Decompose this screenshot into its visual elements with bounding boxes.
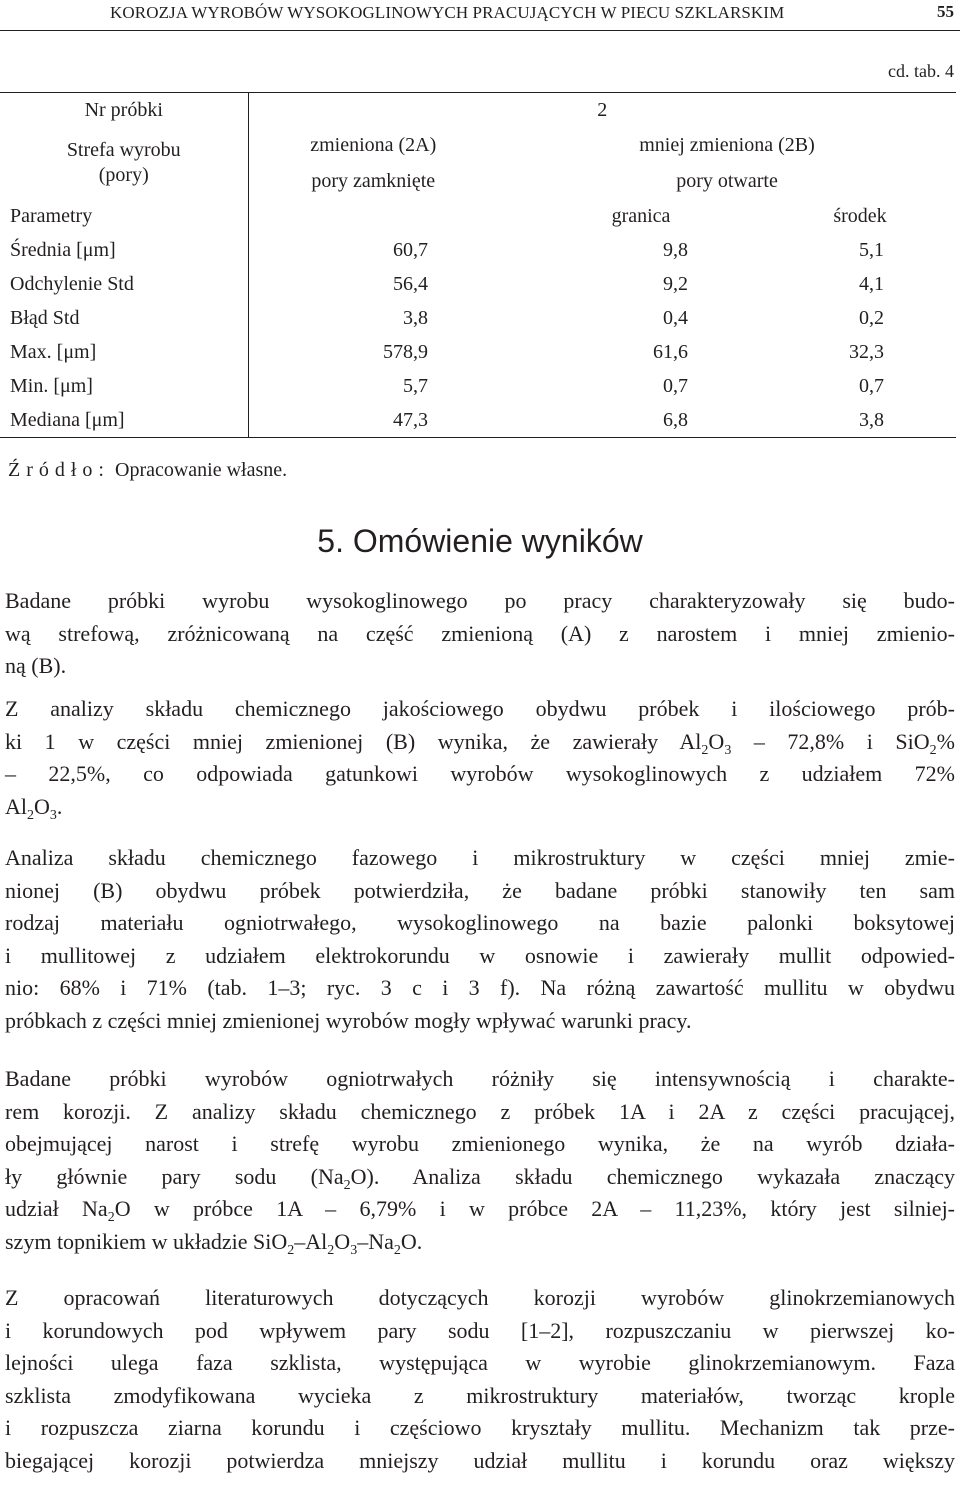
- param-name: Max. [μm]: [0, 335, 248, 369]
- table-row-sample: [0, 93, 956, 128]
- value-2b-boundary: 9,2: [663, 273, 688, 295]
- pores-open: pory otwarte: [676, 170, 778, 192]
- value-2b-boundary: 6,8: [498, 403, 748, 438]
- params-empty-cell: [248, 199, 498, 233]
- text-line: [5, 1193, 955, 1226]
- text-run: O.: [400, 1228, 423, 1254]
- subscript: 2: [701, 742, 709, 758]
- zone-label-line2: (pory): [98, 164, 149, 186]
- text-run: Al: [5, 793, 27, 819]
- subscript: 2: [393, 1242, 401, 1258]
- text-run: .: [56, 793, 63, 819]
- table-row-params: [0, 199, 956, 233]
- value-2b-center: 5,1: [859, 239, 885, 261]
- paragraph-2: [5, 693, 955, 823]
- value-2b-center: 4,1: [859, 273, 885, 295]
- value-2b-boundary: 61,6: [653, 341, 688, 363]
- text-line: Badane próbki wyrobu wysokoglinowego po pracy charakteryzowały się budo-: [5, 588, 955, 613]
- text-line: obejmującej narost i strefę wyrobu zmienionego wynika, że na wyrób działa-: [5, 1131, 955, 1156]
- value-2a: 47,3: [248, 403, 498, 438]
- value-2a: 60,7: [393, 239, 428, 261]
- text-line: i rozpuszcza ziarna korundu i częściowo kryształy mullitu. Mechanizm tak prze-: [5, 1415, 955, 1440]
- param-name: Błąd Std: [0, 301, 248, 335]
- text-run: %: [936, 728, 955, 754]
- text-run: –Al: [294, 1228, 328, 1254]
- text-line: [5, 1226, 955, 1259]
- subscript: 3: [724, 742, 732, 758]
- text-line: i mullitowej z udziałem elektrokorundu w osnowie i zawierały mullit odpowied-: [5, 942, 955, 968]
- param-name: Średnia [μm]: [0, 233, 248, 267]
- text-line: ną (B).: [5, 653, 67, 678]
- table-row-zone: [0, 127, 956, 163]
- value-2b-center: 32,3: [849, 341, 885, 363]
- value-2a: 3,8: [403, 307, 428, 329]
- zone-2b: mniej zmieniona (2B): [639, 134, 815, 156]
- paragraph-3: [5, 842, 955, 1037]
- subscript: 3: [350, 1242, 358, 1258]
- source-text: Opracowanie własne.: [115, 459, 288, 481]
- text-line: – 22,5%, co odpowiada gatunkowi wyrobów wysokoglinowych z udziałem 72%: [5, 761, 955, 786]
- table-row: [0, 301, 956, 335]
- text-line: [5, 726, 955, 759]
- text-line: nionej (B) obydwu próbek potwierdziła, że badane próbki stanowiły ten sam: [5, 877, 955, 903]
- table-row: [0, 233, 956, 267]
- text-line: rodzaj materiału ogniotrwałego, wysokoglinowego na bazie palonki boksytowej: [5, 910, 955, 935]
- subscript: 3: [49, 807, 57, 823]
- value-2b-center: 0,7: [859, 375, 885, 397]
- text-line: i korundowych pod wpływem pary sodu [1–2], rozpuszczaniu w pierwszej ko-: [5, 1317, 955, 1343]
- value-2b-boundary: 0,7: [663, 375, 688, 397]
- table-source-note: [8, 459, 287, 482]
- running-header: [0, 0, 960, 31]
- param-name: Odchylenie Std: [0, 267, 248, 301]
- value-2b-boundary: 9,8: [663, 239, 688, 261]
- params-label: Parametry: [0, 199, 248, 233]
- running-title: KOROZJA WYROBÓW WYSOKOGLINOWYCH PRACUJĄCYCH W PIECU SZKLARSKIM: [110, 3, 785, 22]
- text-run: udział Na: [5, 1196, 108, 1221]
- pore-parameters-table: [0, 92, 956, 438]
- value-2b-boundary: 0,4: [663, 307, 688, 329]
- text-line: [5, 791, 955, 824]
- text-run: O: [334, 1228, 351, 1254]
- table-row: [0, 335, 956, 369]
- text-line: wą strefową, zróżnicowaną na część zmienioną (A) z narostem i mniej zmienio-: [5, 620, 955, 646]
- pores-closed: pory zamknięte: [311, 170, 436, 192]
- center-label: środek: [833, 205, 887, 227]
- page-number: 55: [937, 2, 954, 21]
- table-row: [0, 403, 956, 438]
- zone-2a: zmieniona (2A): [310, 134, 437, 156]
- text-line: [5, 1161, 955, 1194]
- text-run: –Na: [357, 1228, 394, 1254]
- text-line: Analiza składu chemicznego fazowego i mikrostruktury w części mniej zmie-: [5, 845, 955, 870]
- value-2a: 56,4: [393, 273, 428, 295]
- table-row: [0, 267, 956, 301]
- text-line: rem korozji. Z analizy składu chemicznego z próbek 1A i 2A z części pracującej,: [5, 1098, 955, 1124]
- source-label: Źródło:: [8, 459, 110, 481]
- paragraph-1: [5, 585, 955, 683]
- paragraph-4: [5, 1063, 955, 1258]
- text-line: szklista zmodyfikowana wycieka z mikrostruktury materiałów, tworząc krople: [5, 1382, 955, 1408]
- text-run: O: [34, 793, 50, 819]
- param-name: Mediana [μm]: [0, 403, 248, 438]
- text-run: ły głównie pary sodu (Na: [5, 1163, 344, 1189]
- value-2a: 578,9: [383, 341, 428, 363]
- text-run: – 72,8% i SiO: [731, 728, 930, 754]
- text-line: lejności ulega faza szklista, występująca w wyrobie glinokrzemianowym. Faza: [5, 1350, 955, 1375]
- subscript: 2: [27, 807, 34, 823]
- text-line: Z analizy składu chemicznego jakościowego obydwu próbek i ilościowego prób-: [5, 696, 955, 721]
- table-continued-label: cd. tab. 4: [888, 61, 954, 81]
- value-2a: 5,7: [403, 375, 428, 397]
- sample-value: 2: [248, 93, 956, 128]
- text-run: ki 1 w części mniej zmienionej (B) wynika, że zawierały Al: [5, 728, 702, 754]
- zone-label-line1: Strefa wyrobu: [66, 139, 181, 161]
- sample-label: Nr próbki: [0, 93, 248, 128]
- text-line: próbkach z części mniej zmienionej wyrobów mogły wpływać warunki pracy.: [5, 1007, 692, 1033]
- text-line: biegającej korozji potwierdza mniejszy udział mullitu i korundu oraz większy: [5, 1447, 955, 1473]
- text-run: O). Analiza składu chemicznego wykazała znaczący: [350, 1163, 955, 1189]
- param-name: Min. [μm]: [0, 369, 248, 403]
- text-run: O w próbce 1A – 6,79% i w próbce 2A – 11,23%, który jest silniej-: [114, 1196, 956, 1221]
- subscript: 2: [107, 1210, 115, 1225]
- text-run: O: [708, 728, 725, 754]
- boundary-label: granica: [611, 205, 671, 227]
- subscript: 2: [327, 1242, 335, 1258]
- value-2b-center: 3,8: [748, 403, 956, 438]
- subscript: 2: [343, 1177, 351, 1193]
- text-line: nio: 68% i 71% (tab. 1–3; ryc. 3 c i 3 f). Na różną zawartość mullitu w obydwu: [5, 975, 955, 1000]
- zone-label: [0, 127, 248, 199]
- subscript: 2: [929, 742, 937, 758]
- text-line: Z opracowań literaturowych dotyczących korozji wyrobów glinokrzemianowych: [5, 1285, 955, 1310]
- table-row: [0, 369, 956, 403]
- text-line: Badane próbki wyrobów ogniotrwałych różniły się intensywnością i charakte-: [5, 1066, 955, 1091]
- paragraph-5: [5, 1282, 955, 1477]
- value-2b-center: 0,2: [859, 307, 885, 329]
- text-run: szym topnikiem w układzie SiO: [5, 1228, 288, 1254]
- section-title: 5. Omówienie wyników: [317, 523, 643, 559]
- subscript: 2: [287, 1242, 295, 1258]
